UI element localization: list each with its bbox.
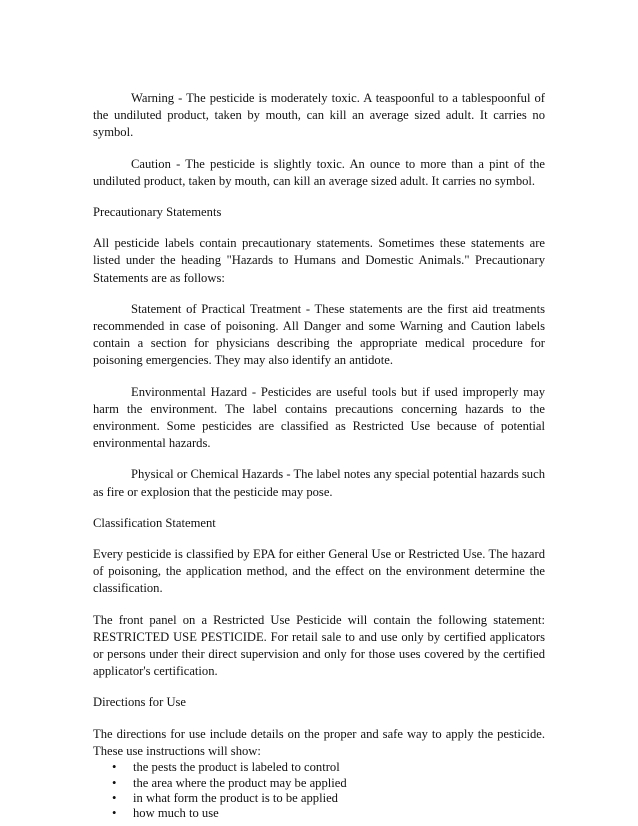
paragraph-practical-treatment: Statement of Practical Treatment - These statements are the first aid treatments recommended in case of poisoning. All Danger and some Warning and Caution labels contain a section for physicians describing the appropriate medical procedure for poisoning emergencies. They may also identify an antidote.	[93, 301, 545, 368]
paragraph-caution: Caution - The pesticide is slightly toxic. An ounce to more than a pint of the undiluted product, taken by mouth, can kill an average sized adult. It carries no symbol.	[93, 156, 545, 188]
paragraph-classification: Every pesticide is classified by EPA for either General Use or Restricted Use. The hazard of poisoning, the application method, and the effect on the environment determine the classification.	[93, 547, 545, 596]
bullet-icon: •	[112, 790, 117, 805]
bullet-icon: •	[112, 775, 117, 790]
heading-classification-statement: Classification Statement	[93, 515, 216, 530]
paragraph-environmental-hazard: Environmental Hazard - Pesticides are useful tools but if used improperly may harm the environment. The label contains precautions concerning hazards to the environment. Some pesticides are classified as Restricted Use because of potential environmental hazards.	[93, 384, 545, 451]
list-item-text: how much to use	[133, 806, 219, 821]
bullet-list	[93, 760, 545, 822]
paragraph-precautionary-intro: All pesticide labels contain precautionary statements. Sometimes these statements are listed under the heading "Hazards to Humans and Domestic Animals." Precautionary Statements are as follows:	[93, 236, 545, 285]
list-item	[93, 760, 545, 775]
list-item	[93, 791, 545, 806]
heading-precautionary-statements: Precautionary Statements	[93, 205, 222, 220]
paragraph-warning: Warning - The pesticide is moderately toxic. A teaspoonful to a tablespoonful of the undiluted product, taken by mouth, can kill an average sized adult. It carries no symbol.	[93, 91, 545, 140]
bullet-icon: •	[112, 806, 117, 821]
list-item-text: the pests the product is labeled to control	[133, 760, 340, 775]
paragraph-directions-intro: The directions for use include details on the proper and safe way to apply the pesticide. These use instructions will show:	[93, 726, 545, 758]
paragraph-physical-chemical-hazards: Physical or Chemical Hazards - The label notes any special potential hazards such as fire or explosion that the pesticide may pose.	[93, 467, 545, 499]
list-item-text: in what form the product is to be applied	[133, 790, 338, 805]
heading-directions-for-use: Directions for Use	[93, 695, 187, 710]
list-item	[93, 806, 545, 821]
list-item-text: the area where the product may be applied	[133, 775, 347, 790]
bullet-icon: •	[112, 760, 117, 775]
list-item	[93, 776, 545, 791]
document-page	[93, 90, 545, 822]
paragraph-restricted-use: The front panel on a Restricted Use Pesticide will contain the following statement: RESTRICTED USE PESTICIDE. For retail sale to and use only by certified applicators or persons under their direct supervision and only for those uses covered by the certified applicator's certification.	[93, 612, 545, 679]
